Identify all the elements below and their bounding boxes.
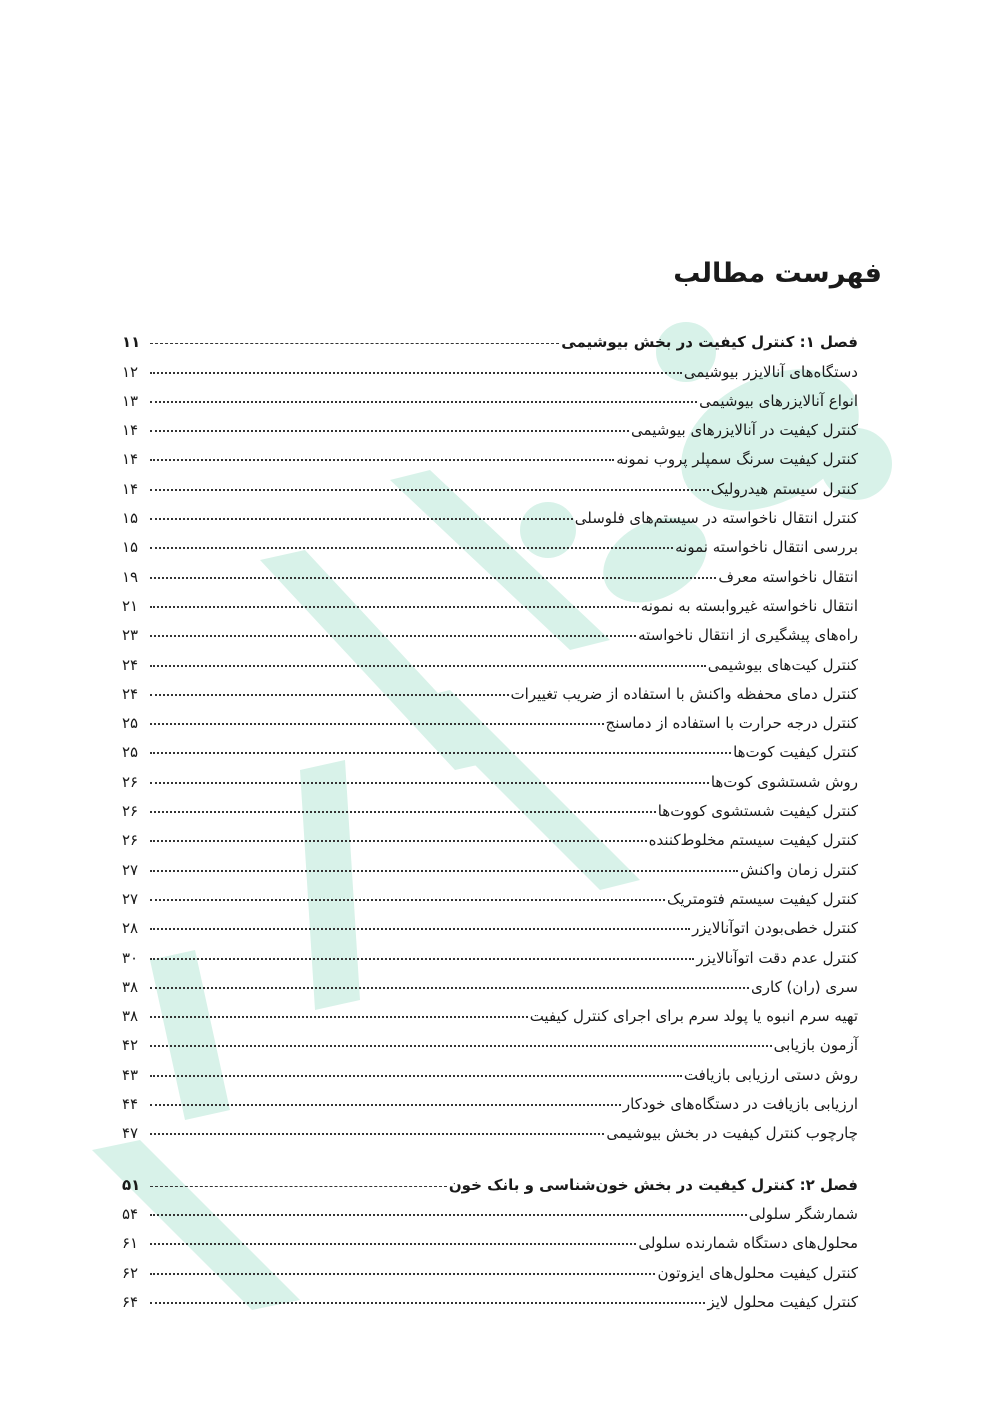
chapter-2-title: فصل ۲: کنترل کیفیت در بخش خون‌شناسی و بانک خون bbox=[448, 1175, 858, 1194]
toc-entry[interactable] bbox=[122, 410, 858, 439]
entry-title: کنترل کیفیت کوت‌ها bbox=[733, 743, 858, 762]
toc-entry[interactable] bbox=[122, 586, 858, 615]
table-of-contents bbox=[122, 322, 858, 1311]
leader-line bbox=[150, 343, 559, 344]
entry-page: ۳۰ bbox=[122, 948, 139, 967]
leader-line bbox=[150, 489, 709, 491]
leader-line bbox=[150, 1045, 772, 1047]
leader-line bbox=[150, 1133, 604, 1135]
entry-title: کنترل دمای محفظه واکنش با استفاده از ضریب تغییرات bbox=[510, 684, 858, 703]
leader-line bbox=[150, 870, 738, 872]
entry-title: آزمون بازیابی bbox=[773, 1036, 858, 1055]
entry-page: ۲۴ bbox=[122, 655, 139, 674]
entry-page: ۲۶ bbox=[122, 802, 139, 821]
leader-line bbox=[150, 987, 749, 989]
toc-entry[interactable] bbox=[122, 615, 858, 644]
entry-page: ۴۴ bbox=[122, 1095, 139, 1114]
entry-page: ۲۴ bbox=[122, 684, 139, 703]
toc-entry[interactable] bbox=[122, 908, 858, 937]
entry-title: دستگاه‌های آنالایزر بیوشیمی bbox=[683, 362, 858, 381]
entry-title: کنترل عدم دقت اتوآنالایزر bbox=[696, 948, 858, 967]
entry-title: تهیه سرم انبوه یا پولد سرم برای اجرای کنترل کیفیت bbox=[529, 1007, 858, 1026]
toc-entry[interactable] bbox=[122, 674, 858, 703]
entry-page: ۳۸ bbox=[122, 1007, 139, 1026]
leader-line bbox=[150, 372, 682, 374]
entry-page: ۲۵ bbox=[122, 743, 139, 762]
entry-page: ۲۱ bbox=[122, 596, 139, 615]
toc-entry[interactable] bbox=[122, 820, 858, 849]
chapter-2-page: ۵۱ bbox=[122, 1175, 141, 1194]
entry-page: ۴۳ bbox=[122, 1065, 139, 1084]
entry-title: کنترل کیفیت محلول‌های ایزوتون bbox=[657, 1263, 858, 1282]
entry-page: ۲۵ bbox=[122, 714, 139, 733]
toc-entry[interactable] bbox=[122, 879, 858, 908]
entry-page: ۶۲ bbox=[122, 1263, 139, 1282]
toc-entry[interactable] bbox=[122, 498, 858, 527]
leader-line bbox=[150, 606, 639, 608]
toc-entry[interactable] bbox=[122, 1282, 858, 1311]
leader-line bbox=[150, 782, 709, 784]
entry-page: ۱۴ bbox=[122, 479, 139, 498]
entry-page: ۱۴ bbox=[122, 450, 139, 469]
leader-line bbox=[150, 694, 509, 696]
entry-page: ۱۴ bbox=[122, 421, 139, 440]
leader-line bbox=[150, 401, 697, 403]
toc-entry[interactable] bbox=[122, 468, 858, 497]
entry-page: ۱۳ bbox=[122, 391, 139, 410]
page-title: فهرست مطالب bbox=[673, 258, 882, 289]
entry-page: ۱۲ bbox=[122, 362, 139, 381]
entry-title: کنترل خطی‌بودن اتوآنالایزر bbox=[692, 919, 858, 938]
entry-title: انواع آنالایزرهای بیوشیمی bbox=[699, 391, 858, 410]
toc-entry[interactable] bbox=[122, 1113, 858, 1142]
entry-page: ۶۱ bbox=[122, 1234, 139, 1253]
toc-entry[interactable] bbox=[122, 439, 858, 468]
entry-title: محلول‌های دستگاه شمارنده سلولی bbox=[638, 1234, 858, 1253]
leader-line bbox=[150, 1302, 705, 1304]
entry-page: ۱۹ bbox=[122, 567, 139, 586]
entry-page: ۲۶ bbox=[122, 831, 139, 850]
entry-page: ۱۵ bbox=[122, 538, 139, 557]
leader-line bbox=[150, 899, 665, 901]
toc-entry[interactable] bbox=[122, 644, 858, 673]
toc-entry[interactable] bbox=[122, 967, 858, 996]
leader-line bbox=[150, 1186, 447, 1187]
toc-entry[interactable] bbox=[122, 703, 858, 732]
entry-title: کنترل کیفیت محلول لایز bbox=[707, 1292, 858, 1311]
leader-line bbox=[150, 1016, 528, 1018]
entry-page: ۲۶ bbox=[122, 772, 139, 791]
toc-entry[interactable] bbox=[122, 1025, 858, 1054]
entry-title: کنترل سیستم هیدرولیک bbox=[710, 479, 858, 498]
leader-line bbox=[150, 1214, 747, 1216]
entry-title: کنترل انتقال ناخواسته در سیستم‌های فلوسلی bbox=[574, 509, 858, 528]
toc-entry[interactable] bbox=[122, 556, 858, 585]
entry-title: سری (ران) کاری bbox=[751, 977, 858, 996]
chapter-1-page: ۱۱ bbox=[122, 333, 141, 352]
leader-line bbox=[150, 723, 604, 725]
entry-page: ۲۳ bbox=[122, 626, 139, 645]
entry-title: کنترل کیت‌های بیوشیمی bbox=[707, 655, 858, 674]
leader-line bbox=[150, 1243, 636, 1245]
entry-title: ارزیابی بازیافت در دستگاه‌های خودکار bbox=[622, 1095, 858, 1114]
leader-line bbox=[150, 1273, 655, 1275]
toc-entry[interactable] bbox=[122, 791, 858, 820]
entry-title: بررسی انتقال ناخواسته نمونه bbox=[675, 538, 858, 557]
toc-entry[interactable] bbox=[122, 381, 858, 410]
entry-title: کنترل کیفیت سیستم مخلوط‌کننده bbox=[648, 831, 858, 850]
toc-entry[interactable] bbox=[122, 351, 858, 380]
entry-title: کنترل زمان واکنش bbox=[740, 860, 858, 879]
leader-line bbox=[150, 840, 647, 842]
toc-entry[interactable] bbox=[122, 937, 858, 966]
chapter-1-title: فصل ۱: کنترل کیفیت در بخش بیوشیمی bbox=[561, 333, 858, 352]
entry-page: ۴۷ bbox=[122, 1124, 139, 1143]
leader-line bbox=[150, 958, 694, 960]
toc-entry[interactable] bbox=[122, 1054, 858, 1083]
entry-title: انتقال ناخواسته غیروابسته به نمونه bbox=[640, 596, 858, 615]
leader-line bbox=[150, 577, 716, 579]
toc-entry[interactable] bbox=[122, 996, 858, 1025]
leader-line bbox=[150, 635, 636, 637]
leader-line bbox=[150, 1075, 682, 1077]
entry-title: کنترل کیفیت سرنگ سمپلر پروب نمونه bbox=[616, 450, 858, 469]
entry-page: ۴۲ bbox=[122, 1036, 139, 1055]
toc-entry[interactable] bbox=[122, 1252, 858, 1281]
leader-line bbox=[150, 547, 673, 549]
entry-title: روش شستشوی کوت‌ها bbox=[710, 772, 858, 791]
entry-page: ۶۴ bbox=[122, 1292, 139, 1311]
entry-page: ۲۷ bbox=[122, 889, 139, 908]
toc-entry[interactable] bbox=[122, 1223, 858, 1252]
leader-line bbox=[150, 811, 656, 813]
entry-page: ۵۴ bbox=[122, 1204, 139, 1223]
leader-line bbox=[150, 430, 629, 432]
entry-title: چارچوب کنترل کیفیت در بخش بیوشیمی bbox=[606, 1124, 858, 1143]
entry-page: ۳۸ bbox=[122, 977, 139, 996]
toc-entry[interactable] bbox=[122, 732, 858, 761]
toc-entry[interactable] bbox=[122, 1084, 858, 1113]
entry-page: ۱۵ bbox=[122, 509, 139, 528]
toc-entry[interactable] bbox=[122, 761, 858, 790]
entry-title: کنترل درجه حرارت با استفاده از دماسنج bbox=[605, 714, 858, 733]
entry-title: کنترل کیفیت در آنالایزرهای بیوشیمی bbox=[631, 421, 858, 440]
entry-title: انتقال ناخواسته معرف bbox=[718, 567, 858, 586]
leader-line bbox=[150, 459, 614, 461]
leader-line bbox=[150, 518, 573, 520]
entry-title: راه‌های پیشگیری از انتقال ناخواسته bbox=[638, 626, 858, 645]
toc-chapter-1[interactable] bbox=[122, 322, 858, 351]
entry-page: ۲۷ bbox=[122, 860, 139, 879]
toc-entry[interactable] bbox=[122, 527, 858, 556]
entry-title: کنترل کیفیت سیستم فتومتریک bbox=[666, 889, 858, 908]
entry-title: کنترل کیفیت شستشوی کووت‌ها bbox=[657, 802, 858, 821]
leader-line bbox=[150, 1104, 621, 1106]
toc-entry[interactable] bbox=[122, 849, 858, 878]
leader-line bbox=[150, 752, 731, 754]
leader-line bbox=[150, 928, 690, 930]
leader-line bbox=[150, 665, 706, 667]
toc-entry[interactable] bbox=[122, 1194, 858, 1223]
entry-page: ۲۸ bbox=[122, 919, 139, 938]
entry-title: شمارشگر سلولی bbox=[748, 1204, 858, 1223]
entry-title: روش دستی ارزیابی بازیافت bbox=[683, 1065, 858, 1084]
toc-chapter-2[interactable] bbox=[122, 1164, 858, 1193]
